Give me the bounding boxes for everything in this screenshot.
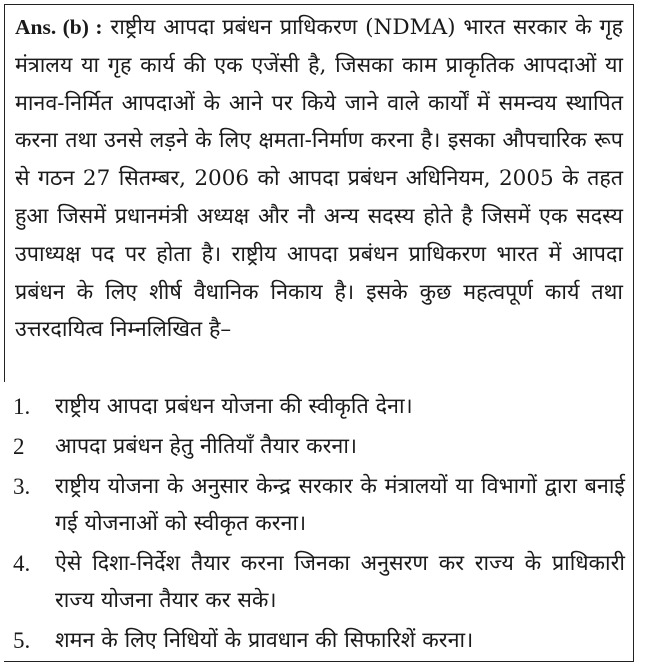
answer-box xyxy=(4,4,634,382)
list-item-number: 3. xyxy=(13,474,31,499)
list-item-text: ऐसे दिशा-निर्देश तैयार करना जिनका अनुसरण कर राज्य के प्राधिकारी राज्य योजना तैयार कर सके। xyxy=(55,551,625,613)
list-item xyxy=(13,388,625,425)
answer-label: Ans. (b) : xyxy=(15,15,103,39)
list-item-text: राष्ट्रीय आपदा प्रबंधन योजना की स्वीकृति देना। xyxy=(55,394,413,419)
list-item-number: 4. xyxy=(13,551,31,576)
list-item xyxy=(13,428,625,465)
list-item xyxy=(13,545,625,619)
list-item-number: 5. xyxy=(13,628,31,653)
answer-paragraph xyxy=(15,9,623,349)
list-item-number: 1. xyxy=(13,394,31,419)
list-item xyxy=(13,468,625,542)
list-item-number: 2 xyxy=(13,434,25,459)
functions-list xyxy=(4,382,634,662)
list-item-text: शमन के लिए निधियों के प्रावधान की सिफारिशें करना। xyxy=(55,628,474,653)
list-item-text: राष्ट्रीय योजना के अनुसार केन्द्र सरकार के मंत्रालयों या विभागों द्वारा बनाई गई योजनाओं को स्वीकृत करना। xyxy=(55,474,625,536)
answer-body-text: राष्ट्रीय आपदा प्रबंधन प्राधिकरण (NDMA) भारत सरकार के गृह मंत्रालय या गृह कार्य की एक एजेंसी है, जिसका काम प्राकृतिक आपदाओं या मानव-निर्मित आपदाओं के आने पर किये जाने वाले कार्यों में समन्वय स्थापित करना तथा उनसे लड़ने के लिए क्षमता-निर्माण करना है। इसका औपचारिक रूप से गठन 27 सितम्बर, 2006 को आपदा प्रबंधन अधिनियम, 2005 के तहत हुआ जिसमें प्रधानमंत्री अध्यक्ष और नौ अन्य सदस्य होते है जिसमें एक सदस्य उपाध्यक्ष पद पर होता है। राष्ट्रीय आपदा प्रबंधन प्राधिकरण भारत में आपदा प्रबंधन के लिए शीर्ष वैधानिक निकाय है। इसके कुछ महत्वपूर्ण कार्य तथा उत्तरदायित्व निम्नलिखित है– xyxy=(15,15,624,343)
list-item-text: आपदा प्रबंधन हेतु नीतियाँ तैयार करना। xyxy=(55,434,358,459)
list-item xyxy=(13,622,625,659)
